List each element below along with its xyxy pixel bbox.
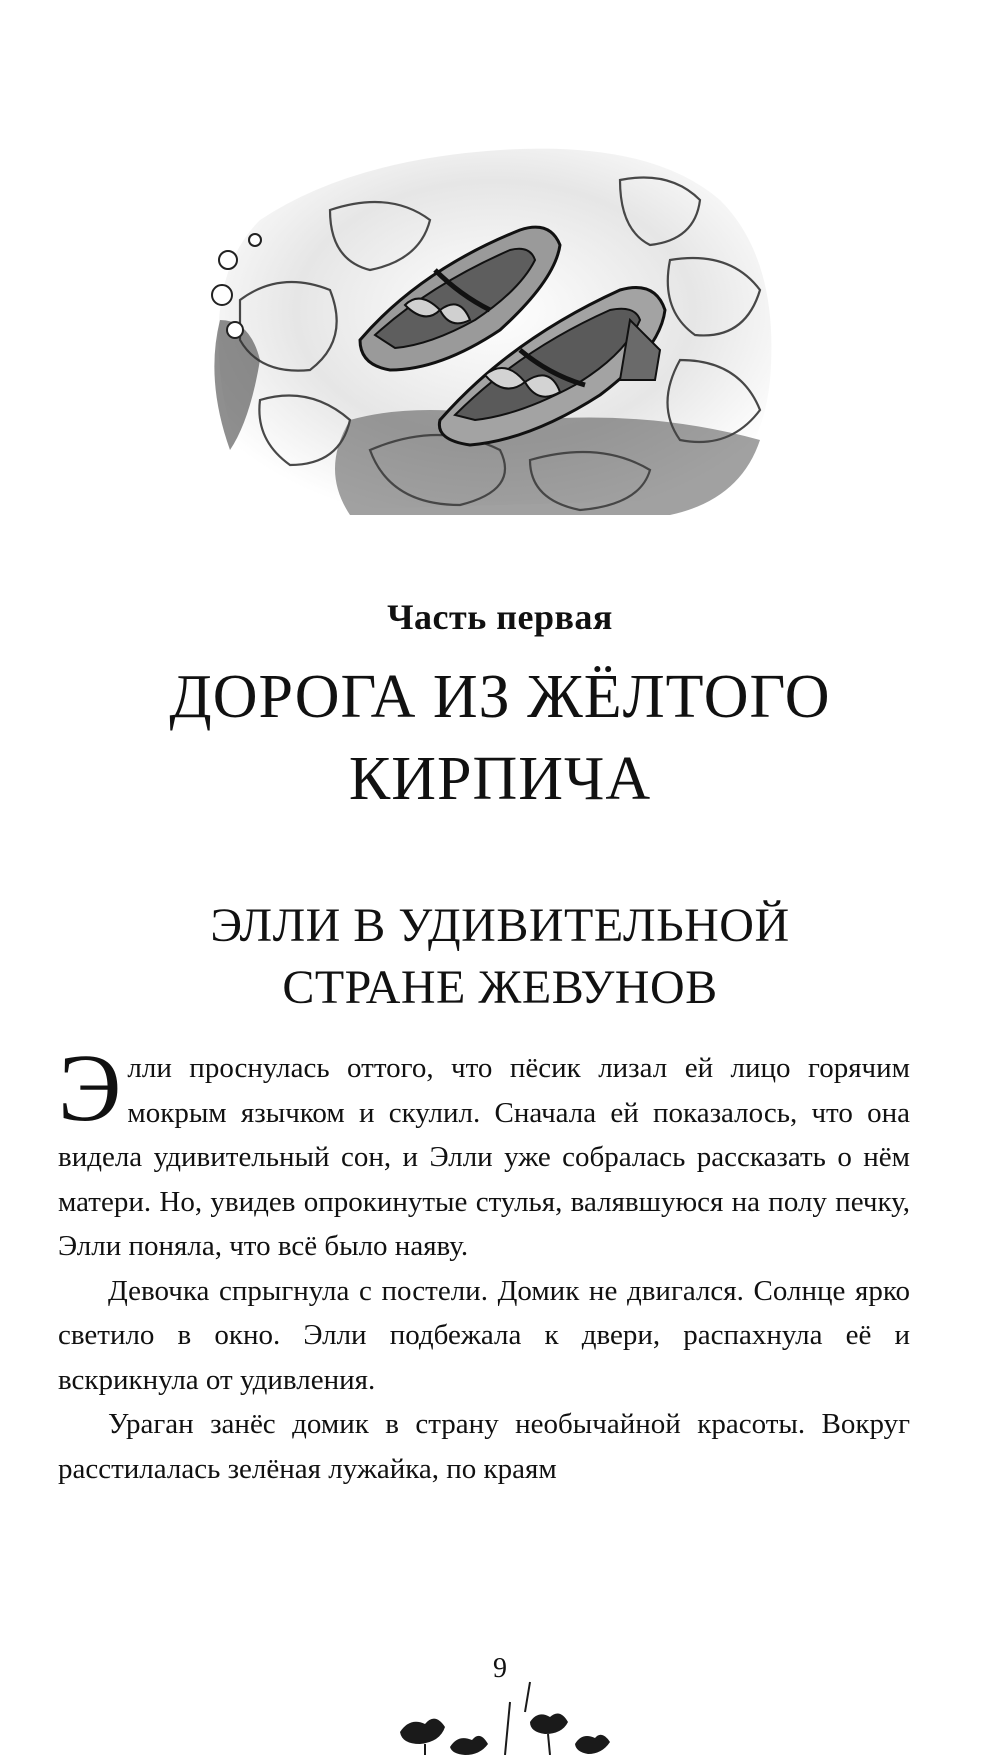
chapter-title-line-2: СТРАНЕ ЖЕВУНОВ (282, 961, 718, 1014)
part-label: Часть первая (387, 597, 613, 637)
book-title-line-1: ДОРОГА ИЗ ЖЁЛТОГО (169, 663, 831, 731)
paragraph-1 (58, 1034, 910, 1269)
book-title-line-2: КИРПИЧА (348, 745, 652, 813)
chapter-title (60, 895, 940, 1019)
flowers-ornament-icon (380, 1672, 620, 1755)
chapter-title-line-1: ЭЛЛИ В УДИВИТЕЛЬНОЙ (210, 899, 790, 952)
drop-cap: Э (58, 1034, 122, 1141)
book-title (60, 656, 940, 820)
page-number: 9 (493, 1653, 507, 1684)
paragraph-1-text: лли проснулась оттого, что пёсик лизал ей лицо горячим мокрым язычком и скулил. Сначала ей показалось, что она видела удивительный сон, и Элли уже собралась рассказать о нём матери. Но, увидев опрокинутые стулья, валявшуюся на полу печку, Элли поняла, что всё было наяву. (58, 1052, 910, 1262)
chapter-body (58, 1034, 910, 1491)
paragraph-2: Девочка спрыгнула с постели. Домик не двигался. Солнце ярко светило в окно. Элли подбежала к двери, распахнула её и вскрикнула от удивления. (58, 1274, 910, 1396)
shoes-illustration-icon (200, 120, 800, 560)
paragraph-3: Ураган занёс домик в страну необычайной красоты. Вокруг расстилалась зелёная лужайка, по краям (58, 1408, 910, 1485)
